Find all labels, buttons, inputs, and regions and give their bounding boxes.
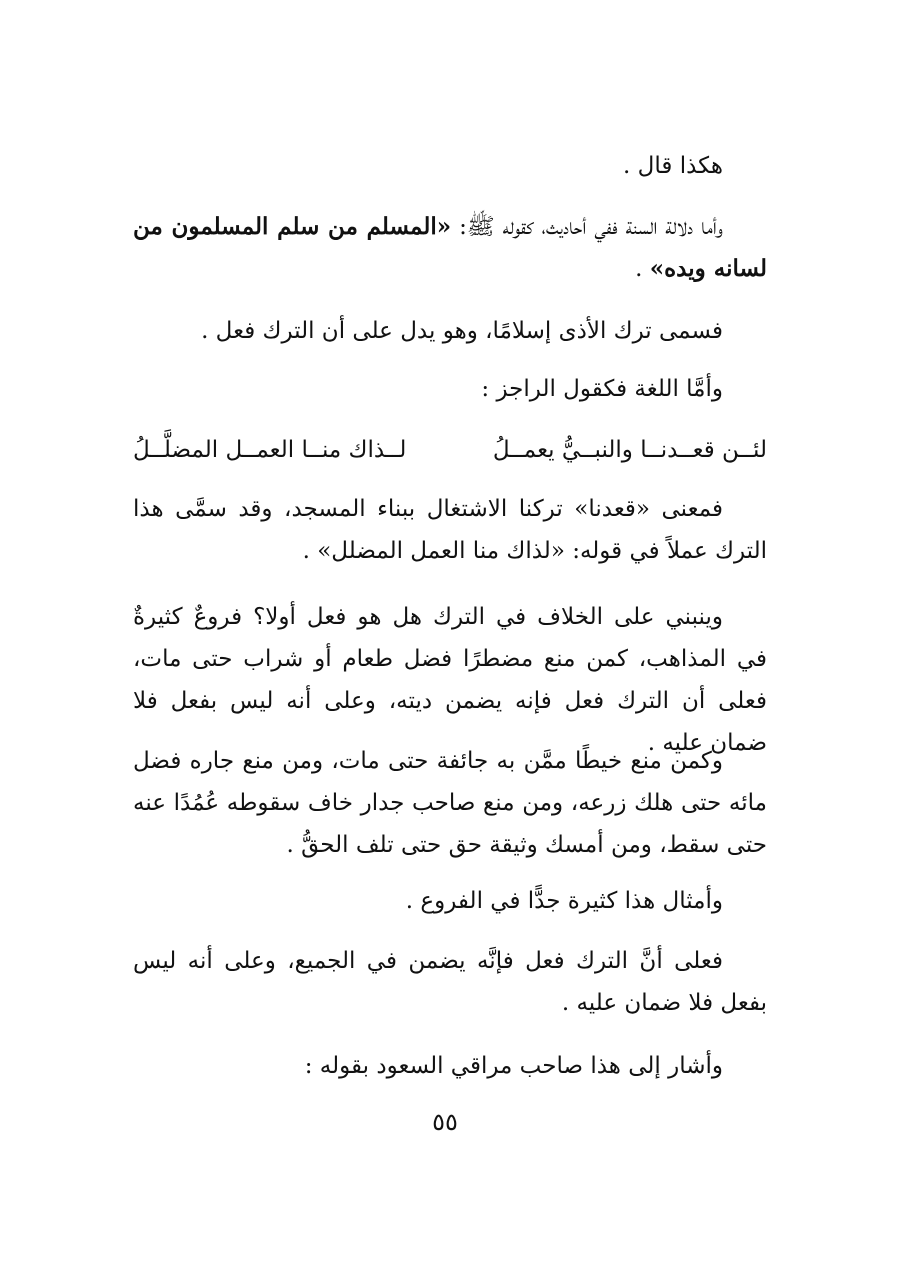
paragraph-9: فعلى أنَّ الترك فعل فإنَّه يضمن في الجميع، وعلى أنه ليس بفعل فلا ضمان عليه . <box>133 948 767 1016</box>
paragraph-4: وأمَّا اللغة فكقول الراجز : <box>481 376 723 402</box>
verse-second-hemistich: لــذاك منــا العمــل المضلَّــلُ <box>133 437 407 463</box>
paragraph-2 <box>133 206 767 290</box>
paragraph-6: وينبني على الخلاف في الترك هل هو فعل أولا؟ فروعٌ كثيرةٌ في المذاهب، كمن منع مضطرًا فضل طعام أو شراب حتى مات، فعلى أن الترك فعل فإنه يضمن ديته، وعلى أنه ليس بفعل فلا ضمان عليه . <box>133 604 767 756</box>
paragraph-1: هكذا قال . <box>623 153 723 179</box>
paragraph-5: فمعنى «قعدنا» تركنا الاشتغال ببناء المسجد، وقد سمَّى هذا الترك عملاً في قوله: «لذاك منا العمل المضلل» . <box>133 496 767 564</box>
paragraph-7: وكمن منع خيطًا ممَّن به جائفة حتى مات، ومن منع جاره فضل مائه حتى هلك زرعه، ومن منع صاحب جدار خاف سقوطه عُمُدًا عنه حتى سقط، ومن أمسك وثيقة حق حتى تلف الحقُّ . <box>133 748 767 858</box>
paragraph-3: فسمى ترك الأذى إسلامًا، وهو يدل على أن الترك فعل . <box>201 318 723 344</box>
poetry-verse <box>133 428 767 472</box>
page-number: ٥٥ <box>432 1108 458 1136</box>
verse-first-hemistich: لئــن قعــدنــا والنبــيُّ يعمــلُ <box>492 437 767 463</box>
paragraph-2-end: . <box>635 256 650 282</box>
paragraph-8: وأمثال هذا كثيرة جدًّا في الفروع . <box>405 888 723 914</box>
hadith-quote: «المسلم من سلم المسلمون من لسانه ويده» <box>133 213 767 282</box>
paragraph-2-lead: وأما دلالة السنة ففي أحاديث، كقوله ﷺ: <box>451 214 723 240</box>
paragraph-10: وأشار إلى هذا صاحب مراقي السعود بقوله : <box>304 1053 723 1079</box>
